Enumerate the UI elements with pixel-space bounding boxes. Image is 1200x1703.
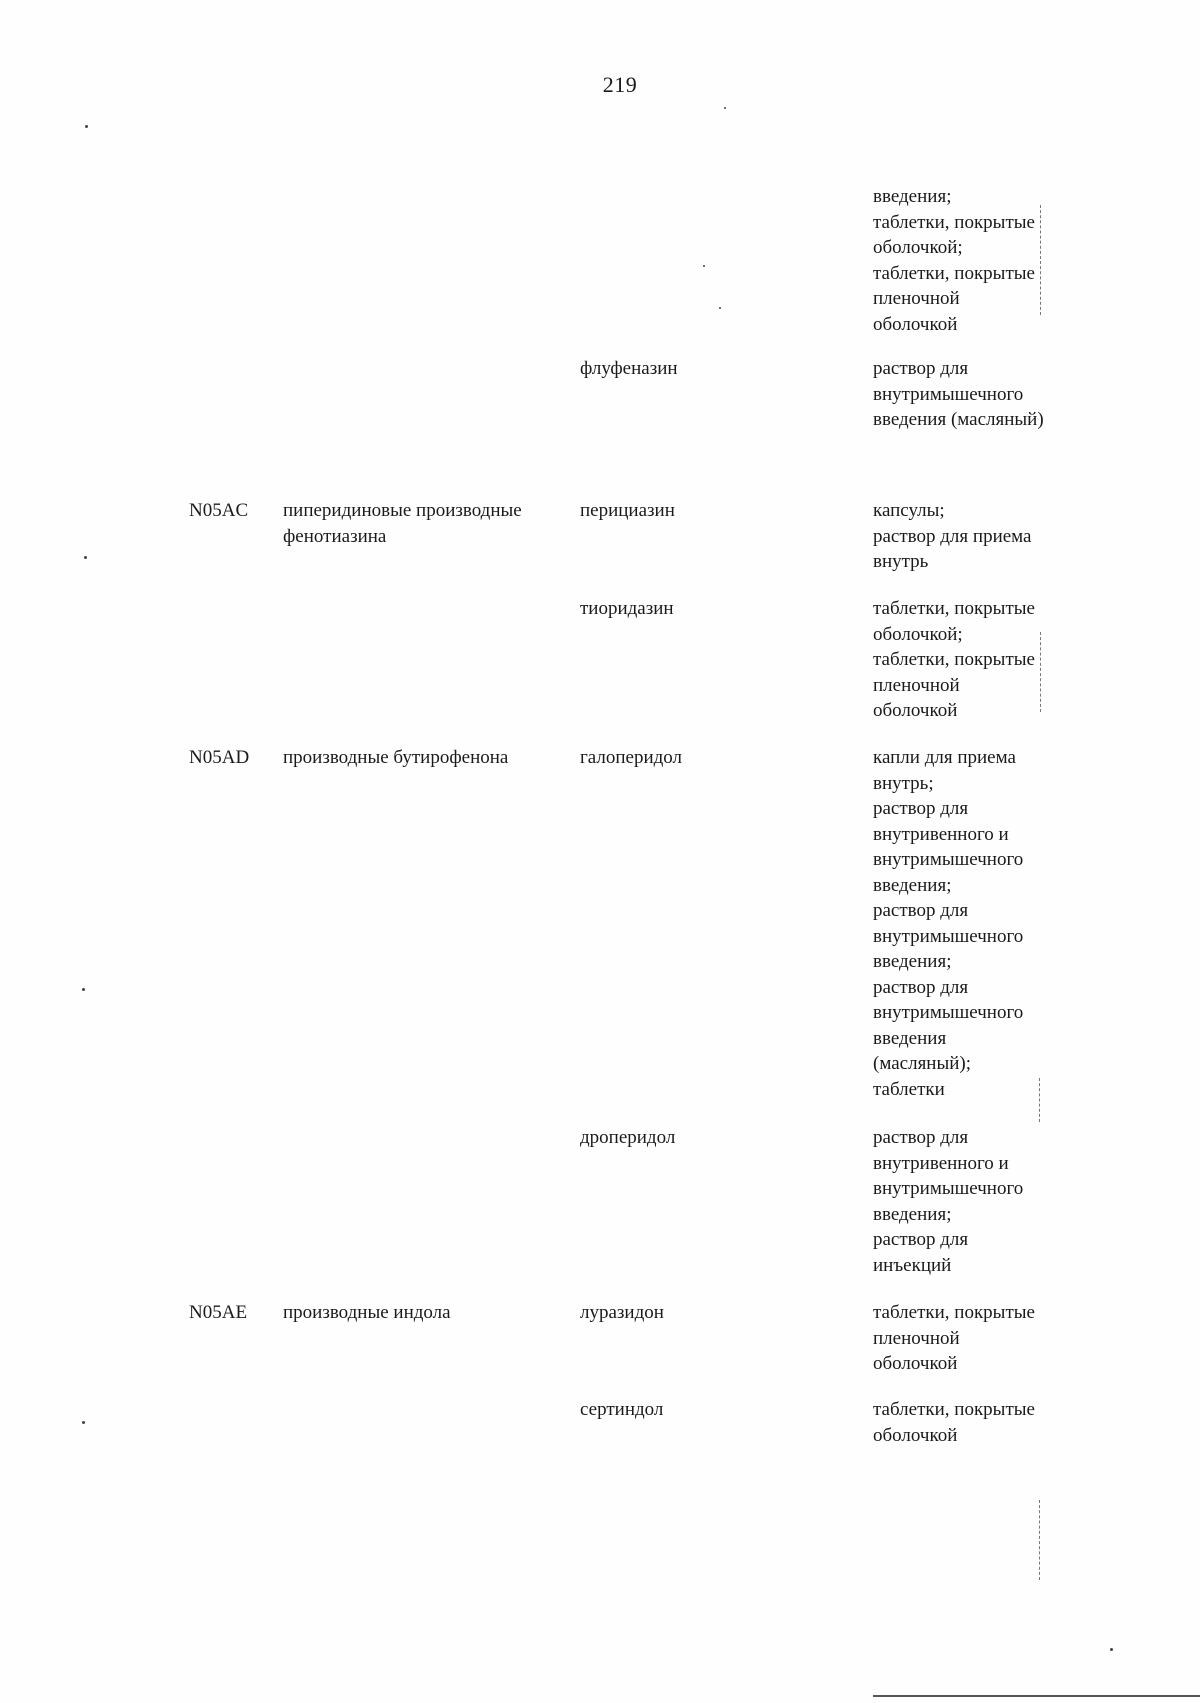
atc-group-n05ae: производные индола [283,1302,451,1323]
page-number: 219 [602,72,638,97]
dosage-forms-tioridazin: таблетки, покрытые оболочкой; таблетки, покрытые пленочной оболочкой [873,598,1035,721]
dosage-forms-droperidol: раствор для внутривенного и внутримышечного введения; раствор для инъекций [873,1127,1024,1276]
scan-speck [719,307,721,309]
dosage-forms-galoperidol: капли для приема внутрь; раствор для внутривенного и внутримышечного введения; раствор для внутримышечного введения; раствор для внутримышечного введения (масляный); таблетки [873,747,1024,1100]
scan-dash-line [1040,205,1041,315]
dosage-forms-periciazin: капсулы; раствор для приема внутрь [873,500,1032,572]
drug-name-periciazin: перициазин [580,500,675,521]
scan-speck [1110,1648,1113,1651]
atc-code-n05ac: N05AC [189,500,249,521]
scan-bottom-edge [873,1695,1200,1697]
scan-speck [82,988,85,991]
drug-name-droperidol: дроперидол [580,1127,676,1148]
drug-name-flufenazin: флуфеназин [580,358,678,379]
atc-group-n05ac: пиперидиновые производные фенотиазина [283,500,522,547]
scan-speck [703,265,705,267]
scan-dash-line [1039,1500,1040,1580]
drug-name-sertindol: сертиндол [580,1399,664,1420]
scan-speck [85,125,88,128]
dosage-forms-flufenazin: раствор для внутримышечного введения (масляный) [873,358,1044,430]
scan-dash-line [1039,1078,1040,1122]
scan-speck [82,1421,85,1424]
drug-name-lurazidon: луразидон [580,1302,664,1323]
scan-speck [724,107,726,109]
dosage-forms-sertindol: таблетки, покрытые оболочкой [873,1399,1035,1446]
scan-dash-line [1040,632,1041,712]
drug-name-tioridazin: тиоридазин [580,598,674,619]
atc-code-n05ad: N05AD [189,747,250,768]
dosage-forms-lurazidon: таблетки, покрытые пленочной оболочкой [873,1302,1035,1374]
scan-speck [84,556,87,559]
atc-code-n05ae: N05AE [189,1302,248,1323]
drug-name-galoperidol: галоперидол [580,747,683,768]
atc-group-n05ad: производные бутирофенона [283,747,509,768]
dosage-forms-continued: введения; таблетки, покрытые оболочкой; таблетки, покрытые пленочной оболочкой [873,186,1035,335]
